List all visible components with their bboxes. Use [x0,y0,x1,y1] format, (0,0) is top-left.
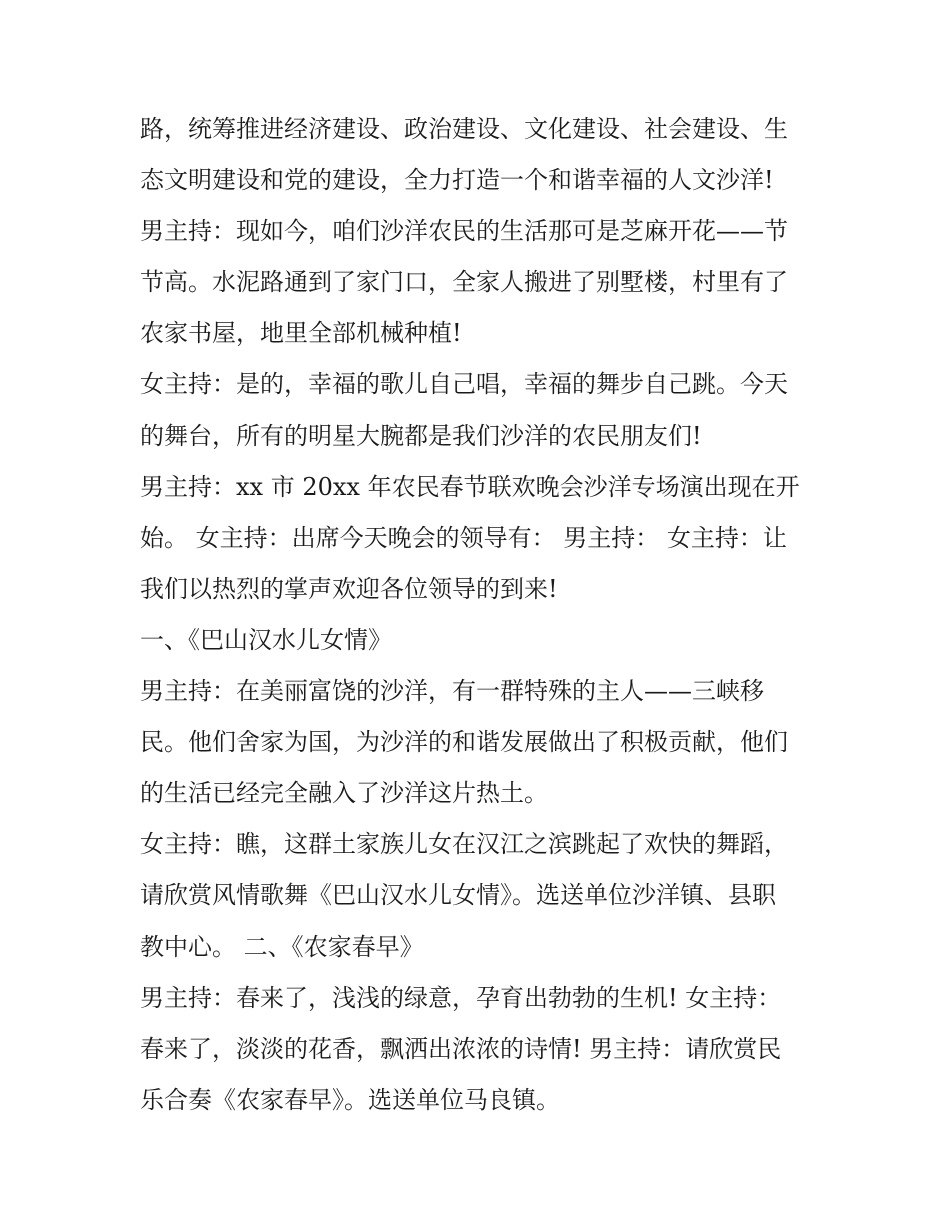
text-line: 民。他们舍家为国，为沙洋的和谐发展做出了积极贡献，他们 [140,728,788,757]
text-line: 春来了，淡淡的花香，飘洒出浓浓的诗情! 男主持：请欣赏民 [140,1034,782,1063]
text-line: 的生活已经完全融入了沙洋这片热土。 [140,779,548,808]
text-line: 请欣赏风情歌舞《巴山汉水儿女情》。选送单位沙洋镇、县职 [140,881,776,910]
text-line: 路，统筹推进经济建设、政治建设、文化建设、社会建设、生 [140,115,788,143]
text-line: 始。 女主持：出席今天晚会的领导有： 男主持： 女主持：让 [140,523,787,552]
section-heading: 一、《巴山汉水儿女情》 [140,625,392,654]
text-line: 男主持：在美丽富饶的沙洋，有一群特殊的主人——三峡移 [140,677,764,706]
text-line: 态文明建设和党的建设，全力打造一个和谐幸福的人文沙洋! [140,166,774,195]
text-line: 女主持：瞧，这群土家族儿女在汉江之滨跳起了欢快的舞蹈， [140,830,788,859]
text-line: 男主持：现如今，咱们沙洋农民的生活那可是芝麻开花——节 [140,217,788,246]
text-line: 农家书屋，地里全部机械种植! [140,319,462,348]
text-line: 节高。水泥路通到了家门口，全家人搬进了别墅楼，村里有了 [140,268,788,297]
text-line: 我们以热烈的掌声欢迎各位领导的到来! [140,574,558,603]
text-line: 的舞台，所有的明星大腕都是我们沙洋的农民朋友们! [140,421,702,450]
text-line: 男主持：春来了，浅浅的绿意，孕育出勃勃的生机! 女主持： [140,983,782,1012]
text-line: 男主持：xx 市 20xx 年农民春节联欢晚会沙洋专场演出现在开 [140,472,800,501]
document-body [140,104,815,1126]
text-line: 乐合奏《农家春早》。选送单位马良镇。 [140,1085,560,1114]
text-line: 教中心。 二、《农家春早》 [140,932,424,961]
text-line: 女主持：是的，幸福的歌儿自己唱，幸福的舞步自己跳。今天 [140,370,788,399]
